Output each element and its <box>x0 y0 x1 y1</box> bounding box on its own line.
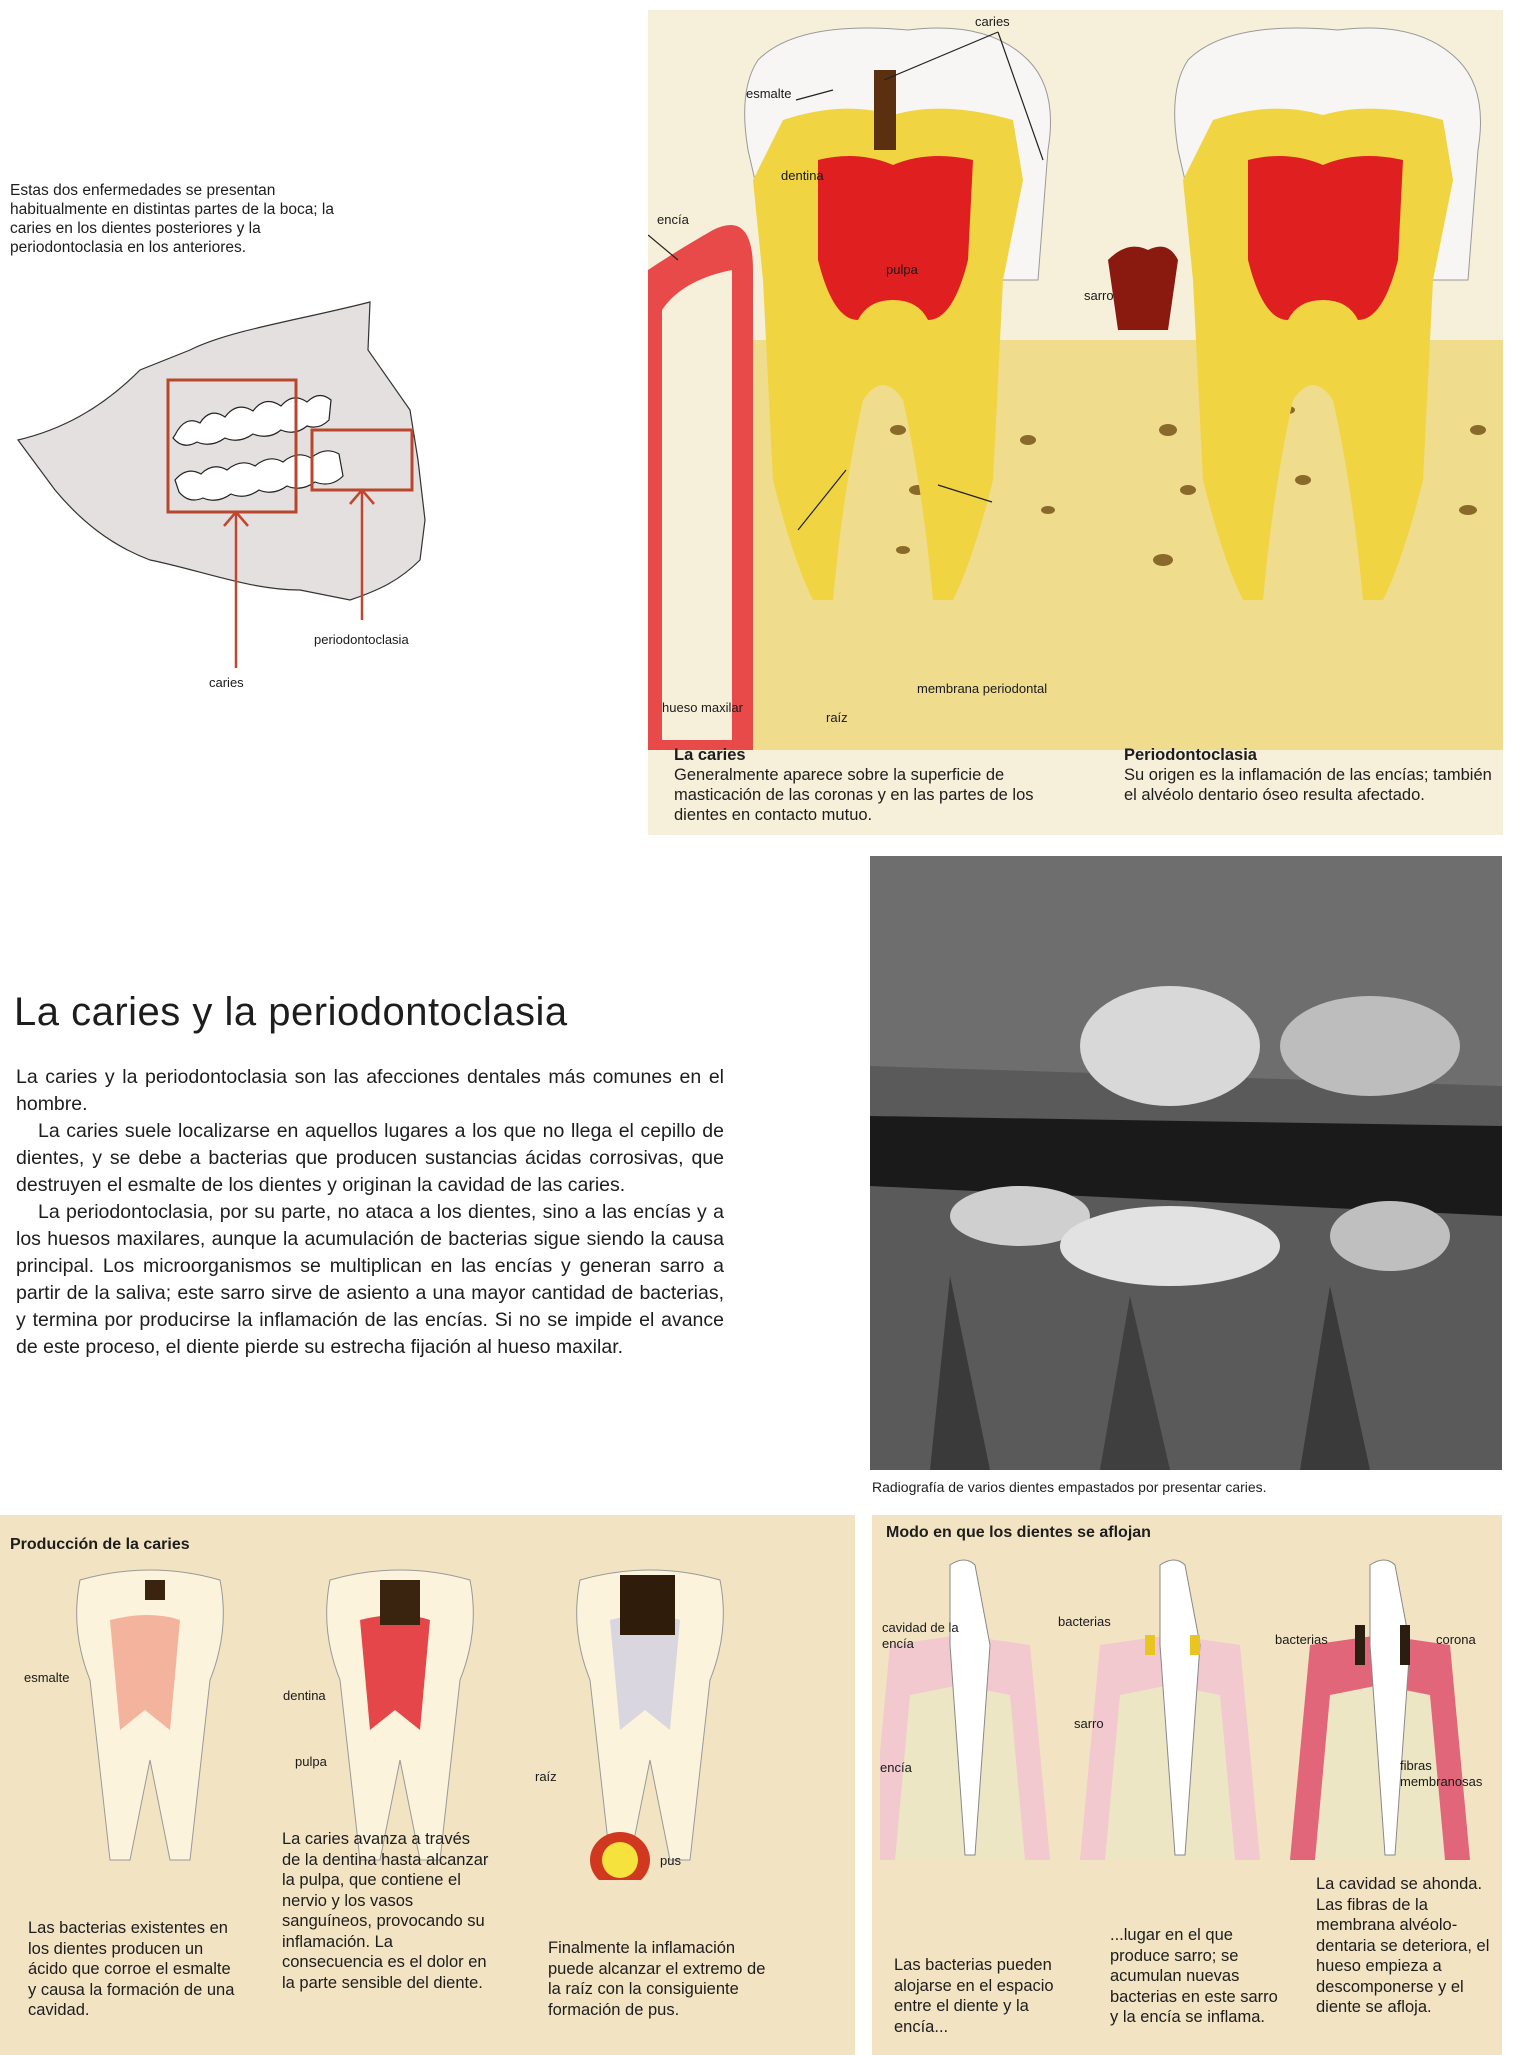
caption-caries-heading: La caries <box>674 746 746 764</box>
label-dentina: dentina <box>781 168 824 183</box>
stage3-tooth <box>577 1570 724 1880</box>
article-paragraph-2: La caries suele localizarse en aquellos lugares a los que no llega el cepillo de dientes, y se debe a bacterias que producen sustancias ácidas corrosivas, que destruyen el esmalte de los dientes y originan la cavidad de las caries. <box>16 1120 724 1196</box>
label-caries: caries <box>975 14 1010 29</box>
tooth1-caries <box>874 70 896 150</box>
tooth1-pulp <box>818 156 973 320</box>
article-paragraph-3: La periodontoclasia, por su parte, no ataca a los dientes, sino a las encías y a los huesos maxilares, aunque la acumulación de bacterias sigue siendo la causa principal. Los microorganismos se multiplican en las encías y generan sarro a partir de la saliva; este sarro sirve de asiento a una mayor cantidad de bacterias, y termina por producirse la inflamación de las encías. Si no se impide el avance de este proceso, el diente pierde su estrecha fijación al hueso maxilar. <box>16 1201 724 1358</box>
article-body <box>16 1064 724 1361</box>
loosening-step-2: ...lugar en el que produce sarro; se acumulan nuevas bacterias en este sarro y la encía se inflama. <box>1110 1926 1278 2026</box>
loosen-label-corona: corona <box>1436 1632 1476 1647</box>
loosen-label-encia: encía <box>880 1760 912 1775</box>
label-pulpa: pulpa <box>886 262 918 277</box>
stage2-tooth <box>327 1570 474 1860</box>
sarro-deposit <box>1108 247 1178 330</box>
caption-perio-text: Su origen es la inflamación de las encías; también el alvéolo dentario óseo resulta afectado. <box>1124 766 1492 804</box>
intro-text: Estas dos enfermedades se presentan habitualmente en distintas partes de la boca; la caries en los dientes posteriores y la periodontoclasia en los anteriores. <box>10 182 334 256</box>
loosen-stage3 <box>1290 1560 1470 1860</box>
loosen-stage2 <box>1080 1560 1260 1860</box>
loosen-label-sarro: sarro <box>1074 1716 1104 1731</box>
caption-caries <box>674 746 1044 825</box>
anatomy-illustration <box>648 10 1503 750</box>
xray-caption: Radiografía de varios dientes empastados por presentar caries. <box>872 1479 1267 1495</box>
xray-image <box>870 856 1502 1470</box>
caption-perio-heading: Periodontoclasia <box>1124 746 1257 764</box>
production-title: Producción de la caries <box>10 1536 190 1553</box>
article-paragraph-1: La caries y la periodontoclasia son las afecciones dentales más comunes en el hombre. <box>16 1066 724 1115</box>
production-step-3: Finalmente la inflamación puede alcanzar el extremo de la raíz con la consiguiente formación de pus. <box>548 1939 766 2019</box>
jaw-label-caries: caries <box>209 675 244 690</box>
production-label-pus: pus <box>660 1853 681 1868</box>
loosen-label-bacterias-1: bacterias <box>1058 1614 1111 1629</box>
label-encia: encía <box>657 212 689 227</box>
label-membrana-periodontal: membrana periodontal <box>917 681 1048 696</box>
loosen-label-fibras: fibras membranosas <box>1400 1758 1483 1789</box>
loosen-label-cavidad: cavidad de la encía <box>882 1620 959 1651</box>
production-step-1: Las bacterias existentes en los dientes producen un ácido que corroe el esmalte y causa la formación de una cavidad. <box>28 1919 235 2019</box>
production-label-esmalte: esmalte <box>24 1670 70 1685</box>
jaw-diagram <box>0 290 460 710</box>
label-sarro: sarro <box>1084 288 1114 303</box>
jaw-label-periodontoclasia: periodontoclasia <box>314 632 409 647</box>
stage1-tooth <box>77 1570 224 1860</box>
label-hueso-maxilar: hueso maxilar <box>662 700 743 715</box>
loosening-teeth-illustration <box>880 1555 1500 1865</box>
article-title: La caries y la periodontoclasia <box>14 990 568 1034</box>
loosen-stage1 <box>880 1560 1050 1860</box>
label-raiz: raíz <box>826 710 848 725</box>
production-label-dentina: dentina <box>283 1688 326 1703</box>
production-label-pulpa: pulpa <box>295 1754 327 1769</box>
label-esmalte: esmalte <box>746 86 792 101</box>
tooth2-pulp <box>1248 156 1403 320</box>
loosening-title: Modo en que los dientes se aflojan <box>886 1524 1151 1541</box>
loosen-label-bacterias-2: bacterias <box>1275 1632 1328 1647</box>
loosening-step-3: La cavidad se ahonda. Las fibras de la membrana alvéolo-dentaria se deteriora, el hueso empieza a descomponerse y el diente se afloja. <box>1316 1875 1490 2016</box>
production-label-raiz: raíz <box>535 1769 557 1784</box>
loosening-step-1: Las bacterias pueden alojarse en el espacio entre el diente y la encía... <box>894 1956 1054 2036</box>
caption-periodontoclasia <box>1124 746 1494 805</box>
caption-caries-text: Generalmente aparece sobre la superficie de masticación de las coronas y en las partes de los dientes en contacto mutuo. <box>674 766 1034 824</box>
production-step-2: La caries avanza a través de la dentina hasta alcanzar la pulpa, que contiene el nervio y los vasos sanguíneos, provocando su inflamación. La consecuencia es el dolor en la parte sensible del diente. <box>282 1830 489 1992</box>
jaw-bone-shape <box>18 302 425 600</box>
